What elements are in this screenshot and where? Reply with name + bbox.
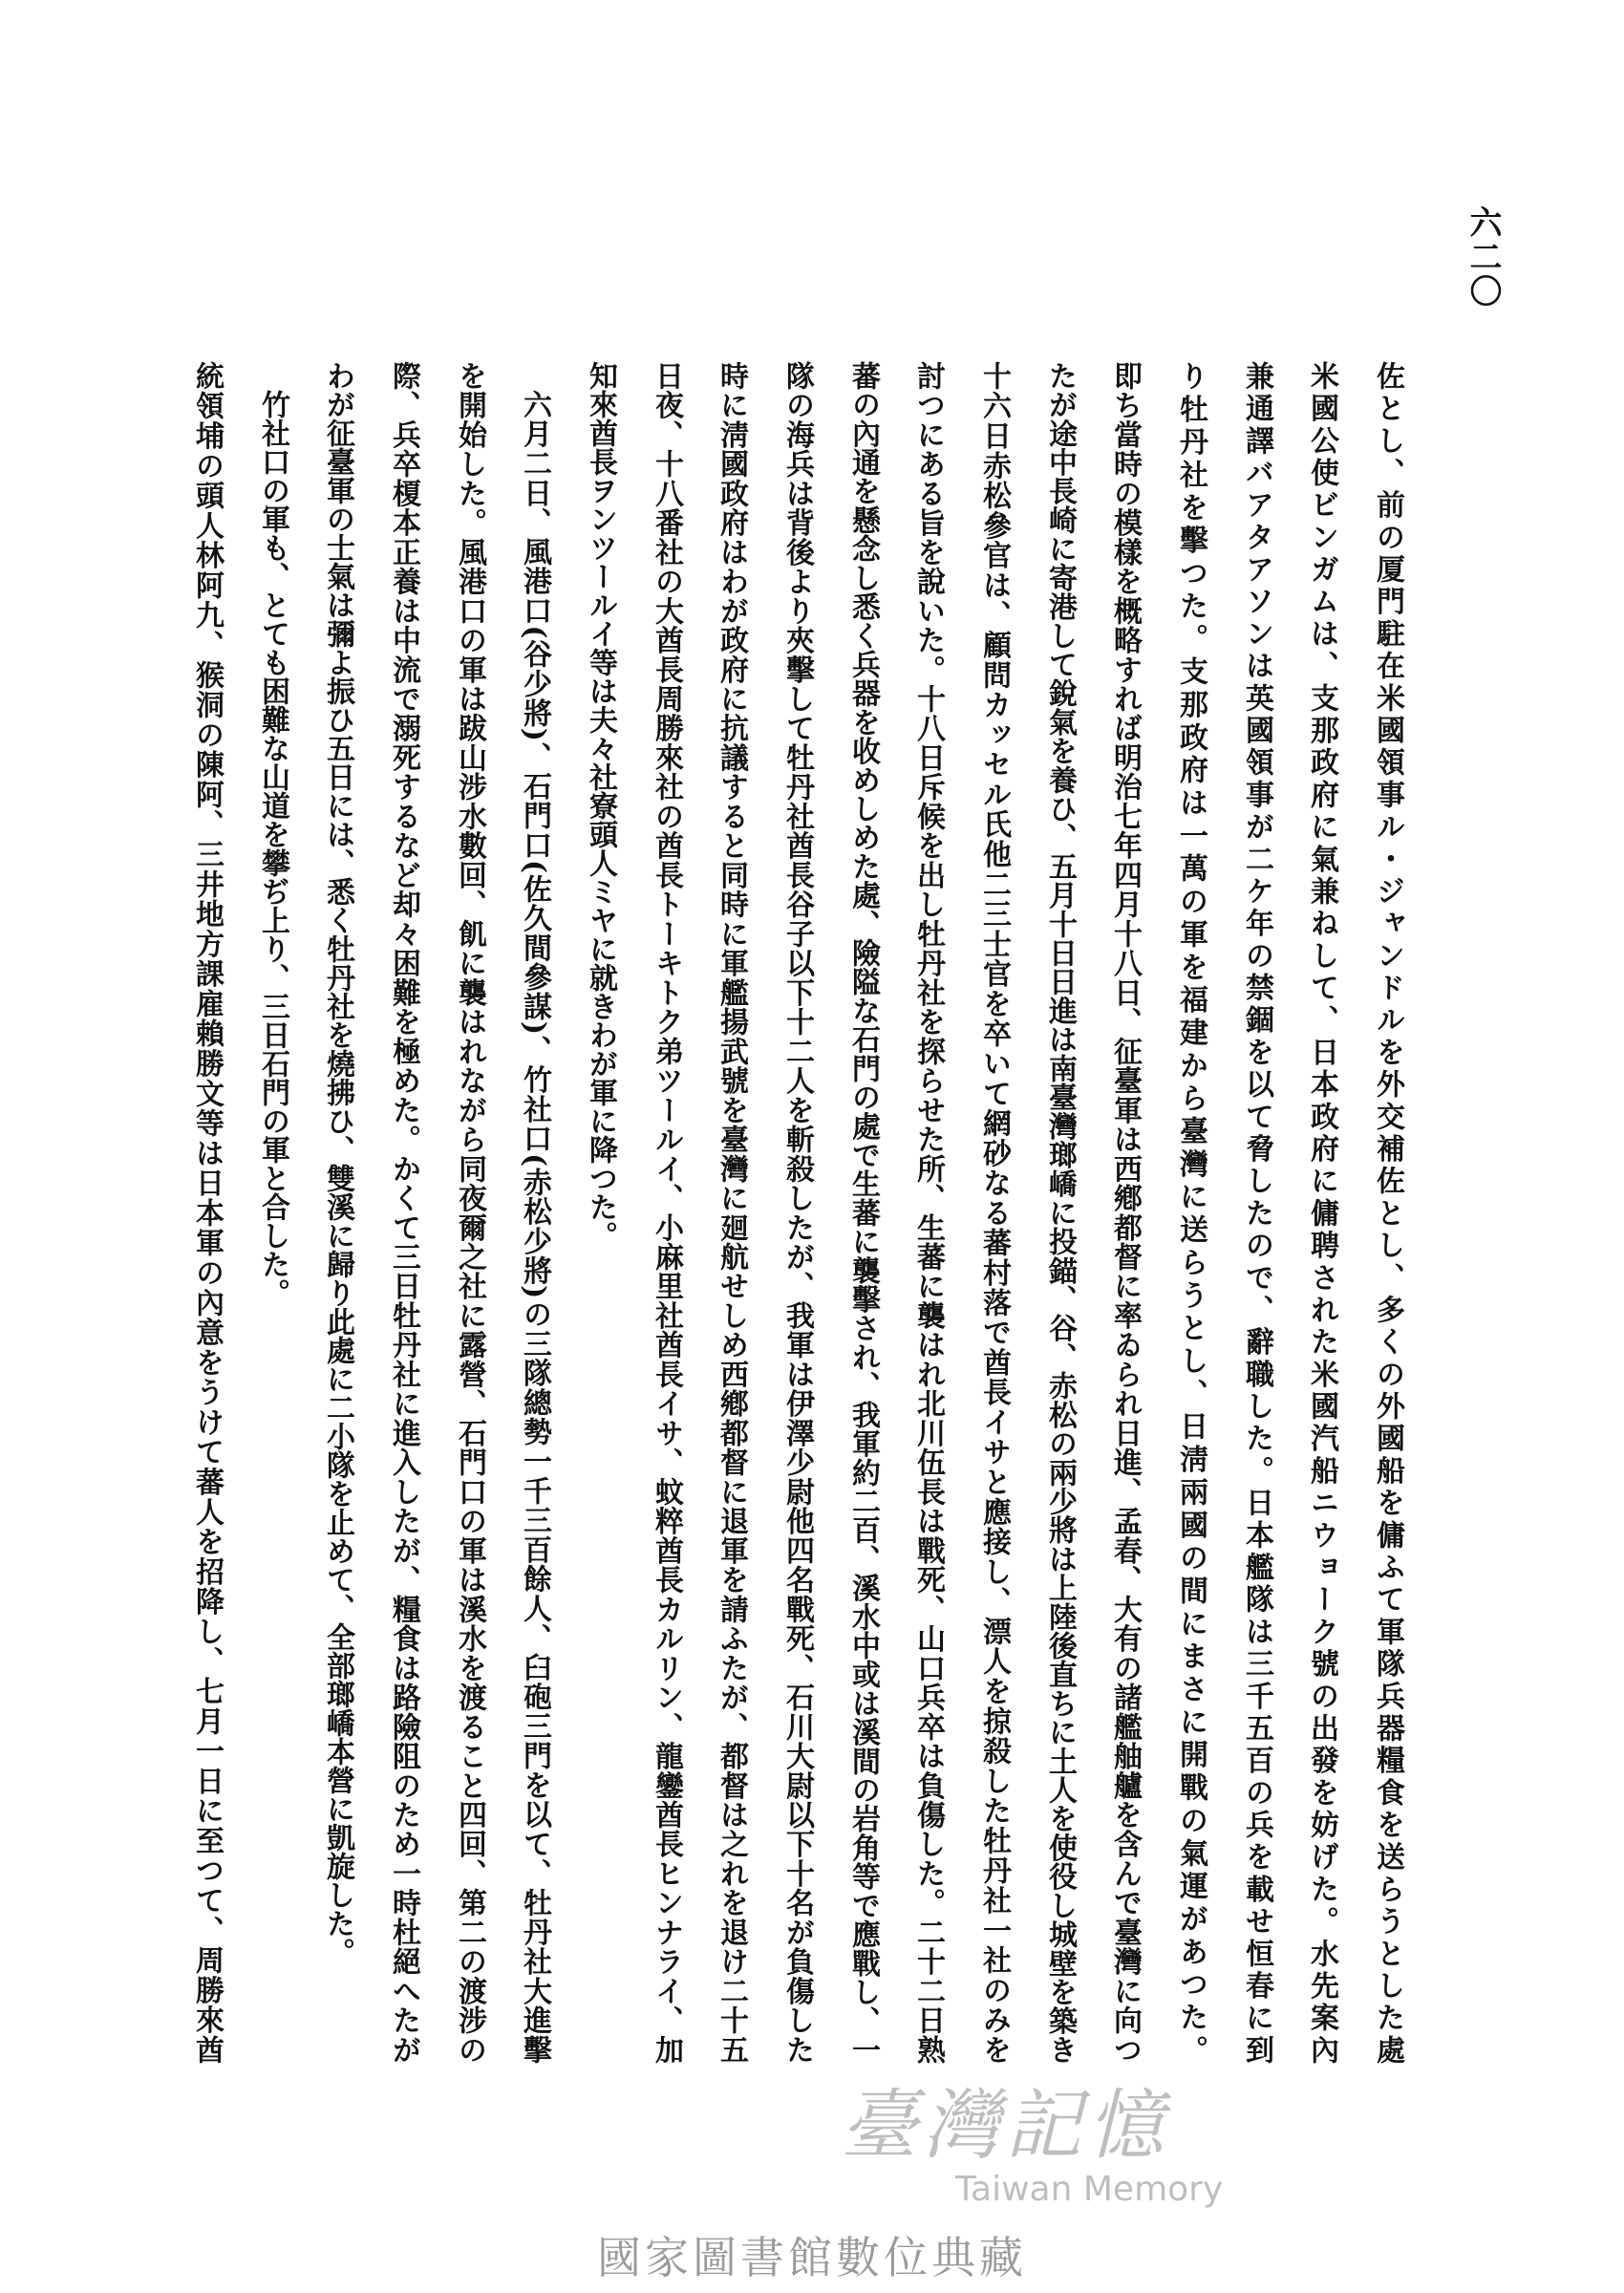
text-line: 蕃の內通を懸念し悉く兵器を收めしめた處、險隘な石門の處で生蕃に襲擊され、我軍約二百、溪水中或は溪間の岩角等で應戰し、一 (846, 361, 880, 2065)
text-line: 十六日赤松參官は、顧問カッセル氏他二三士官を卒いて網砂なる蕃村落で酋長イサと應接し、漂人を掠殺した牡丹社一社のみを (977, 361, 1011, 2064)
text-line: 知來酋長ヲンツールイ等は夫々社寮頭人ミヤに就きわが軍に降つた。 (584, 361, 617, 1250)
footer-archive-label: 國家圖書館數位典藏 (597, 2232, 1027, 2283)
page-number: 六二〇 (1464, 205, 1502, 309)
text-line: たが途中長崎に寄港して銳氣を養ひ、五月十日日進は南臺灣瑯嶠に投錨、谷、赤松の兩少將は上陸後直ちに土人を使役し城壁を築き (1043, 361, 1077, 2065)
text-line: 討つにある旨を說いた。十八日斥候を出し牡丹社を探らせた所、生蕃に襲はれ北川伍長は戰死、山口兵卒は負傷した。二十二日熟 (911, 361, 945, 2064)
text-line: 時に淸國政府はわが政府に抗議すると同時に軍艦揚武號を臺灣に廻航せしめ西鄕都督に退軍を請ふたが、都督は之れを退け二十五 (715, 361, 748, 2064)
text-line: わが征臺軍の士氣は彌よ振ひ五日には、悉く牡丹社を燒拂ひ、雙溪に歸り此處に二小隊を止めて、全部瑯嶠本營に凱旋した。 (321, 361, 354, 1966)
text-line: 隊の海兵は背後より夾擊して牡丹社酋長谷子以下十二人を斬殺したが、我軍は伊澤少尉他四名戰死、石川大尉以下十名が負傷した (780, 361, 814, 2064)
text-line: 即ち當時の模樣を概略すれば明治七年四月十八日、征臺軍は西鄕都督に率ゐられ日進、孟春、大有の諸艦舳艫を含んで臺灣に向つ (1108, 361, 1142, 2064)
text-line: 竹社口の軍も、とても困難な山道を攀ぢ上り、三日石門の軍と合した。 (256, 390, 289, 1307)
watermark-chars: 臺灣記憶 (841, 2081, 1169, 2170)
text-line: 兼通譯バアタアソンは英國領事が二ケ年の禁錮を以て脅したので、辭職した。日本艦隊は三千五百の兵を載せ恒春に到 (1240, 361, 1273, 2064)
text-line: を開始した。風港口の軍は跋山涉水數回、飢に襲はれながら同夜爾之社に露營、石門口の軍は溪水を渡ること四回、第二の渡涉の (453, 361, 486, 2064)
text-line: 六月二日、風港口(谷少將)、石門口(佐久間參謀)、竹社口(赤松少將)の三隊總勢一千三百餘人、臼砲三門を以て、牡丹社大進擊 (518, 390, 551, 2064)
text-line: 佐とし、前の厦門駐在米國領事ル・ジャンドルを外交補佐とし、多くの外國船を傭ふて軍隊兵器糧食を送らうとした處 (1371, 361, 1404, 2064)
watermark-latin: Taiwan Memory (955, 2170, 1224, 2209)
text-line: 際、兵卒榎本正養は中流で溺死するなど却々困難を極めた。かくて三日牡丹社に進入したが、糧食は路險阻のため一時杜絕へたが (387, 361, 420, 2064)
text-line: 統領埔の頭人林阿九、猴洞の陳阿、三井地方課雇賴勝文等は日本軍の內意をうけて蕃人を招降し、七月一日に至つて、周勝來酋 (190, 361, 224, 2064)
text-line: り牡丹社を擊つた。支那政府は一萬の軍を福建から臺灣に送らうとし、日淸兩國の間にまさに開戰の氣運があつた。 (1174, 361, 1207, 2064)
text-line: 日夜、十八番社の大酋長周勝來社の酋長トーキトク弟ツールイ、小麻里社酋長イサ、蚊粹酋長カルリン、龍鑾酋長ヒンナライ、加 (650, 361, 683, 2064)
watermark-logo (841, 2083, 1299, 2217)
text-line: 米國公使ビンガムは、支那政府に氣兼ねして、日本政府に傭聘された米國汽船ニウョーク號の出發を妨げた。水先案內 (1305, 361, 1338, 2064)
